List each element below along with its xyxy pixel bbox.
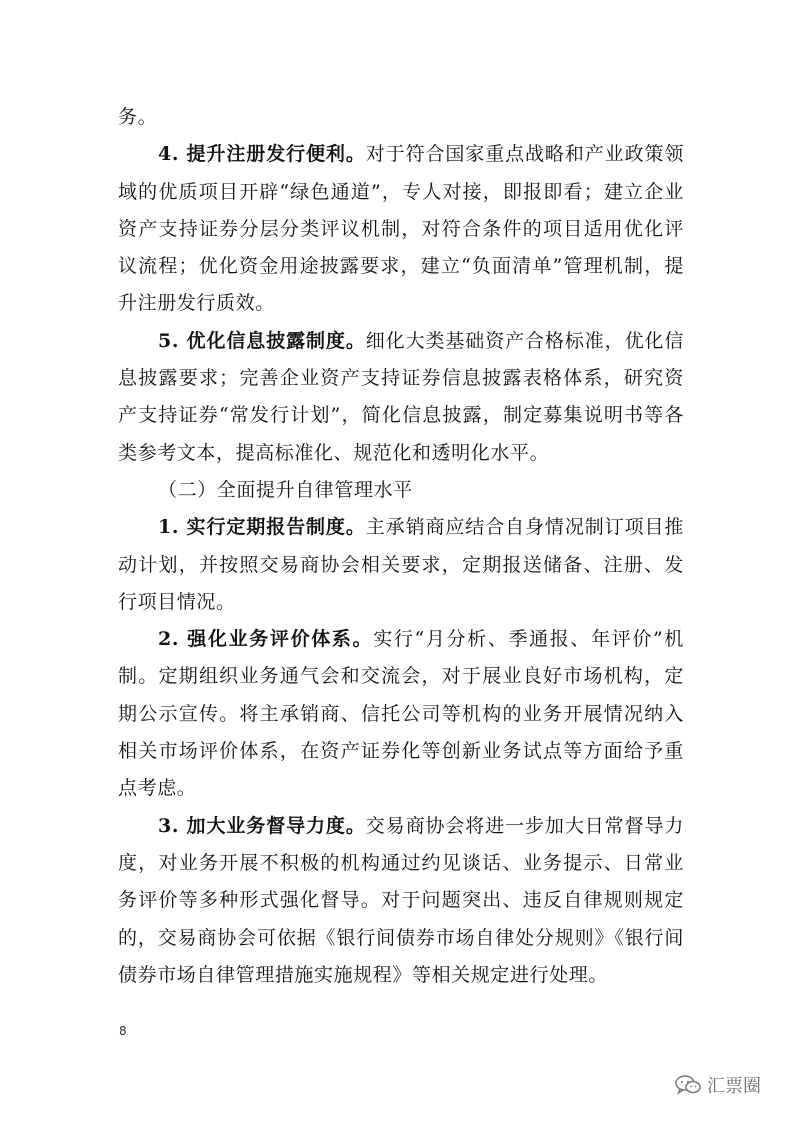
wechat-icon	[675, 1075, 701, 1095]
paragraph-continuation	[118, 99, 684, 136]
paragraph-text: 细化大类基础资产合格标准，优化信息披露要求；完善企业资产支持证券信息披露表格体系，研究资产支持证券“常发行计划”，简化信息披露，制定募集说明书等各类参考文本，提高标准化、规范化和透明化水平。	[118, 329, 684, 464]
paragraph-heading: 5. 优化信息披露制度。	[158, 329, 366, 352]
paragraph-item-4	[118, 136, 684, 322]
paragraph-heading: 3. 加大业务督导力度。	[158, 814, 366, 837]
paragraph-item-1	[118, 509, 684, 621]
page-number: 8	[119, 1024, 127, 1038]
paragraph-item-5	[118, 323, 684, 472]
paragraph-heading: 1. 实行定期报告制度。	[158, 516, 366, 539]
paragraph-text: 实行“月分析、季通报、年评价”机制。定期组织业务通气会和交流会，对于展业良好市场机构，定期公示宣传。将主承销商、信托公司等机构的业务开展情况纳入相关市场评价体系，在资产证券化等创新业务试点等方面给予重点考虑。	[118, 628, 685, 800]
paragraph-item-2	[118, 621, 684, 807]
paragraph-text: 务。	[118, 106, 158, 128]
paragraph-text: 交易商协会将进一步加大日常督导力度，对业务开展不积极的机构通过约见谈话、业务提示、日常业务评价等多种形式强化督导。对于问题突出、违反自律规则规定的，交易商协会可依据《银行间债券市场自律处分规则》《银行间债券市场自律管理措施实施规程》等相关规定进行处理。	[118, 814, 684, 986]
document-body	[118, 99, 684, 994]
paragraph-heading: 4. 提升注册发行便利。	[158, 143, 366, 166]
paragraph-text: 对于符合国家重点战略和产业政策领域的优质项目开辟“绿色通道”，专人对接，即报即看；建立企业资产支持证券分层分类评议机制，对符合条件的项目适用优化评议流程；优化资金用途披露要求，建立“负面清单”管理机制，提升注册发行质效。	[118, 143, 684, 315]
paragraph-item-3	[118, 808, 684, 994]
paragraph-heading: 2. 强化业务评价体系。	[158, 628, 374, 651]
watermark	[675, 1072, 761, 1098]
watermark-label: 汇票圈	[707, 1076, 761, 1097]
section-heading	[118, 472, 684, 509]
section-heading-text: （二）全面提升自律管理水平	[158, 478, 413, 501]
paragraph-text: 主承销商应结合自身情况制订项目推动计划，并按照交易商协会相关要求，定期报送储备、注册、发行项目情况。	[118, 516, 684, 613]
